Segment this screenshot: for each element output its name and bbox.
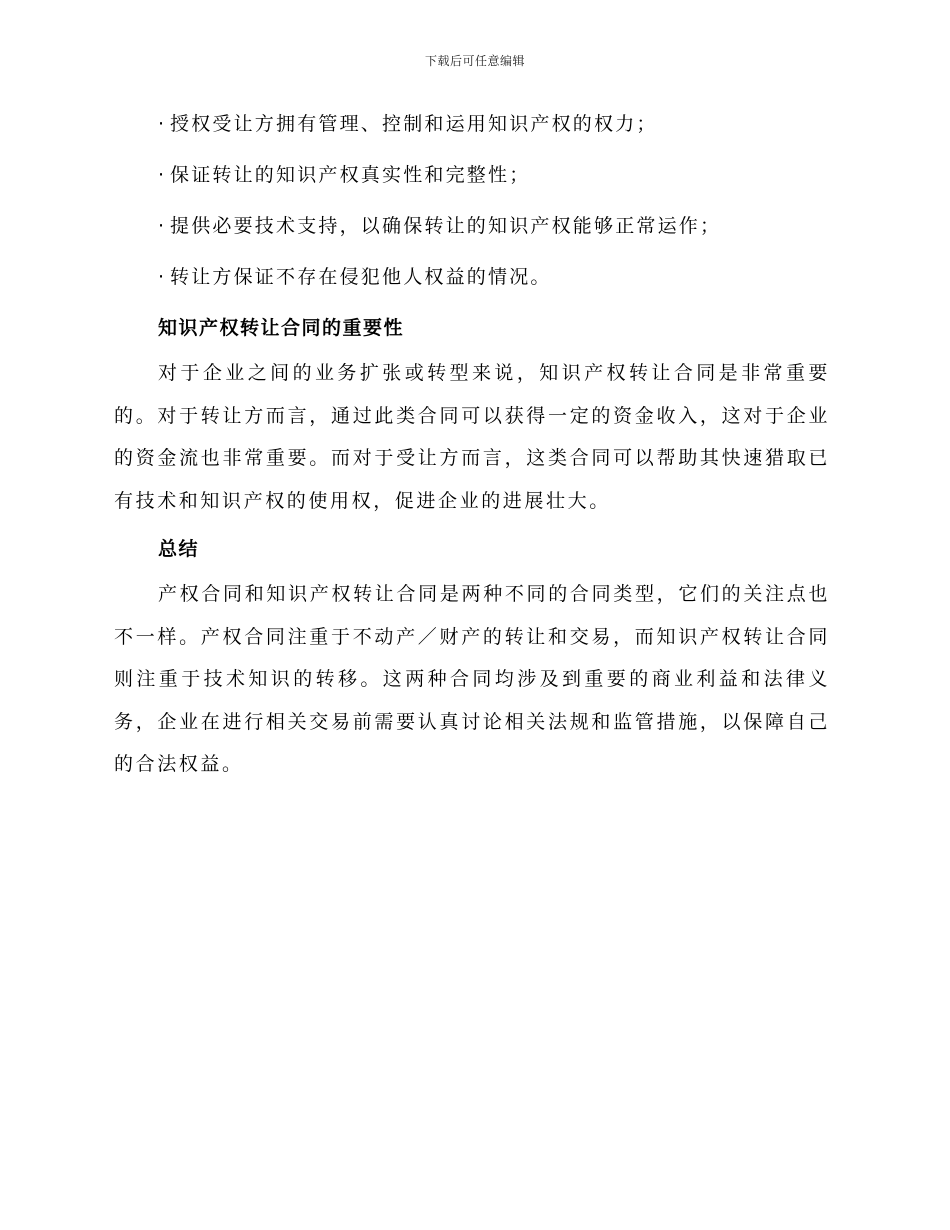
bullet-item	[158, 263, 830, 291]
bullet-text: 保证转让的知识产权真实性和完整性；	[170, 164, 531, 186]
document-body	[114, 110, 830, 786]
section-heading-summary: 总结	[158, 538, 200, 560]
bullet-dot: ·	[158, 266, 167, 288]
bullet-item	[158, 161, 830, 189]
bullet-text: 转让方保证不存在侵犯他人权益的情况。	[170, 266, 552, 288]
page-header: 下载后可任意编辑	[424, 54, 525, 68]
bullet-text: 授权受让方拥有管理、控制和运用知识产权的权力；	[170, 113, 658, 135]
bullet-item	[158, 110, 830, 138]
section-paragraph-importance: 对于企业之间的业务扩张或转型来说，知识产权转让合同是非常重要的。对于转让方而言，通过此类合同可以获得一定的资金收入，这对于企业的资金流也非常重要。而对于受让方而言，这类合同可以帮助其快速猎取已有技术和知识产权的使用权，促进企业的进展壮大。	[114, 362, 830, 512]
bullet-dot: ·	[158, 113, 167, 135]
section-heading-importance: 知识产权转让合同的重要性	[158, 317, 405, 339]
bullet-text: 提供必要技术支持，以确保转让的知识产权能够正常运作；	[170, 215, 722, 237]
section-paragraph-summary: 产权合同和知识产权转让合同是两种不同的合同类型，它们的关注点也不一样。产权合同注重于不动产／财产的转让和交易，而知识产权转让合同则注重于技术知识的转移。这两种合同均涉及到重要的商业利益和法律义务，企业在进行相关交易前需要认真讨论相关法规和监管措施，以保障自己的合法权益。	[114, 583, 830, 775]
bullet-dot: ·	[158, 164, 167, 186]
bullet-dot: ·	[158, 215, 167, 237]
bullet-item	[158, 212, 830, 240]
